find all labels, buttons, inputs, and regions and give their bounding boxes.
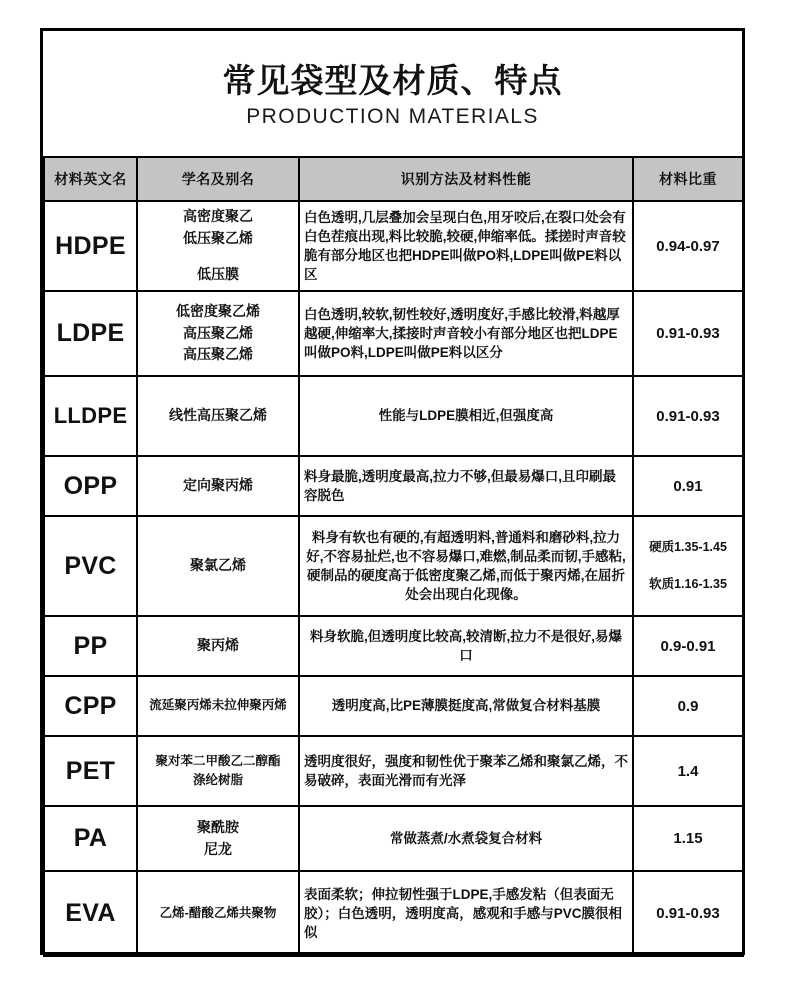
material-description: 性能与LDPE膜相近,但强度高 (299, 376, 633, 456)
material-code: PVC (44, 516, 137, 616)
table-row (44, 456, 743, 516)
material-code: OPP (44, 456, 137, 516)
material-name-line: 聚氯乙烯 (190, 557, 246, 574)
material-gravity: 0.94-0.97 (633, 201, 743, 291)
material-gravity: 0.9-0.91 (633, 616, 743, 676)
material-gravity: 0.91-0.93 (633, 291, 743, 376)
table-row (44, 736, 743, 806)
material-gravity: 0.9 (633, 676, 743, 736)
material-name-line: 定向聚丙烯 (183, 477, 253, 494)
table-body (44, 201, 743, 956)
material-code: PA (44, 806, 137, 871)
material-name-line: 低压膜 (197, 265, 239, 282)
material-name-line: 流延聚丙烯未拉伸聚丙烯 (149, 698, 287, 713)
material-code: LLDPE (44, 376, 137, 456)
page-title: 常见袋型及材质、特点 (222, 61, 563, 99)
material-name-line: 涤纶树脂 (192, 773, 243, 787)
material-name-line: 低密度聚乙烯 (176, 302, 260, 319)
material-name-line: 线性高压聚乙烯 (169, 407, 267, 424)
table-row (44, 376, 743, 456)
materials-table (43, 156, 744, 957)
column-header-gravity: 材料比重 (633, 157, 743, 201)
material-code: PET (44, 736, 137, 806)
material-gravity-hard: 硬质1.35-1.45 (649, 540, 727, 554)
material-name (137, 201, 299, 291)
column-header-name: 学名及别名 (137, 157, 299, 201)
material-gravity: 0.91-0.93 (633, 376, 743, 456)
spacer (638, 555, 738, 577)
material-description: 透明度高,比PE薄膜挺度高,常做复合材料基膜 (299, 676, 633, 736)
material-name (137, 616, 299, 676)
material-description: 表面柔软；伸拉韧性强于LDPE,手感发粘（但表面无胶）；白色透明，透明度高，感观和手感与PVC膜很相似 (299, 871, 633, 956)
material-name (137, 676, 299, 736)
table-header-row (44, 157, 743, 201)
material-gravity: 0.91-0.93 (633, 871, 743, 956)
material-name (137, 806, 299, 871)
material-name-line: 聚对苯二甲酸乙二醇酯 (155, 753, 281, 768)
column-header-description: 识别方法及材料性能 (299, 157, 633, 201)
title-block (43, 31, 742, 156)
material-description: 料身软脆,但透明度比较高,较清断,拉力不是很好,易爆口 (299, 616, 633, 676)
table-row (44, 676, 743, 736)
material-description: 常做蒸煮/水煮袋复合材料 (299, 806, 633, 871)
spacer (142, 250, 294, 264)
material-name-line: 低压聚乙烯 (183, 230, 253, 247)
material-gravity: 0.91 (633, 456, 743, 516)
material-name-line: 聚酰胺 (197, 818, 239, 835)
table-row (44, 616, 743, 676)
material-description: 白色透明,较软,韧性较好,透明度好,手感比较滑,料越厚越硬,伸缩率大,揉接时声音较小有部分地区也把LDPE叫做PO料,LDPE叫做PE料以区分 (299, 291, 633, 376)
material-name-line: 尼龙 (204, 840, 232, 857)
material-gravity: 1.15 (633, 806, 743, 871)
material-name (137, 736, 299, 806)
column-header-code: 材料英文名 (44, 157, 137, 201)
material-code: PP (44, 616, 137, 676)
material-name (137, 376, 299, 456)
material-name (137, 871, 299, 956)
material-name-line: 聚丙烯 (197, 637, 239, 654)
material-gravity-soft: 软质1.16-1.35 (649, 577, 727, 591)
material-name (137, 516, 299, 616)
table-row (44, 201, 743, 291)
material-code: CPP (44, 676, 137, 736)
material-code: LDPE (44, 291, 137, 376)
table-row (44, 871, 743, 956)
material-name-line: 乙烯-醋酸乙烯共聚物 (159, 905, 277, 920)
material-name (137, 291, 299, 376)
material-name-line: 高压聚乙烯 (183, 346, 253, 363)
material-description: 料身最脆,透明度最高,拉力不够,但最易爆口,且印刷最容脱色 (299, 456, 633, 516)
material-gravity: 1.4 (633, 736, 743, 806)
table-row (44, 806, 743, 871)
table-row (44, 291, 743, 376)
material-description: 白色透明,几层叠加会呈现白色,用牙咬后,在裂口处会有白色茬痕出现,料比较脆,较硬,伸缩率低。揉搓时声音较脆有部分地区也把HDPE叫做PO料,LDPE叫做PE料以区 (299, 201, 633, 291)
material-gravity (633, 516, 743, 616)
materials-sheet (40, 28, 745, 955)
material-description: 料身有软也有硬的,有超透明料,普通料和磨砂料,拉力好,不容易扯烂,也不容易爆口,难燃,制品柔而韧,手感粘,硬制品的硬度高于低密度聚乙烯,而低于聚丙烯,在屈折处会出现白化现像。 (299, 516, 633, 616)
material-code: HDPE (44, 201, 137, 291)
material-description: 透明度很好，强度和韧性优于聚苯乙烯和聚氯乙烯，不易破碎，表面光滑而有光泽 (299, 736, 633, 806)
material-name-line: 高密度聚乙 (183, 208, 253, 225)
material-code: EVA (44, 871, 137, 956)
material-name-line: 高压聚乙烯 (183, 324, 253, 341)
material-name (137, 456, 299, 516)
page-subtitle: PRODUCTION MATERIALS (246, 105, 539, 129)
table-row (44, 516, 743, 616)
